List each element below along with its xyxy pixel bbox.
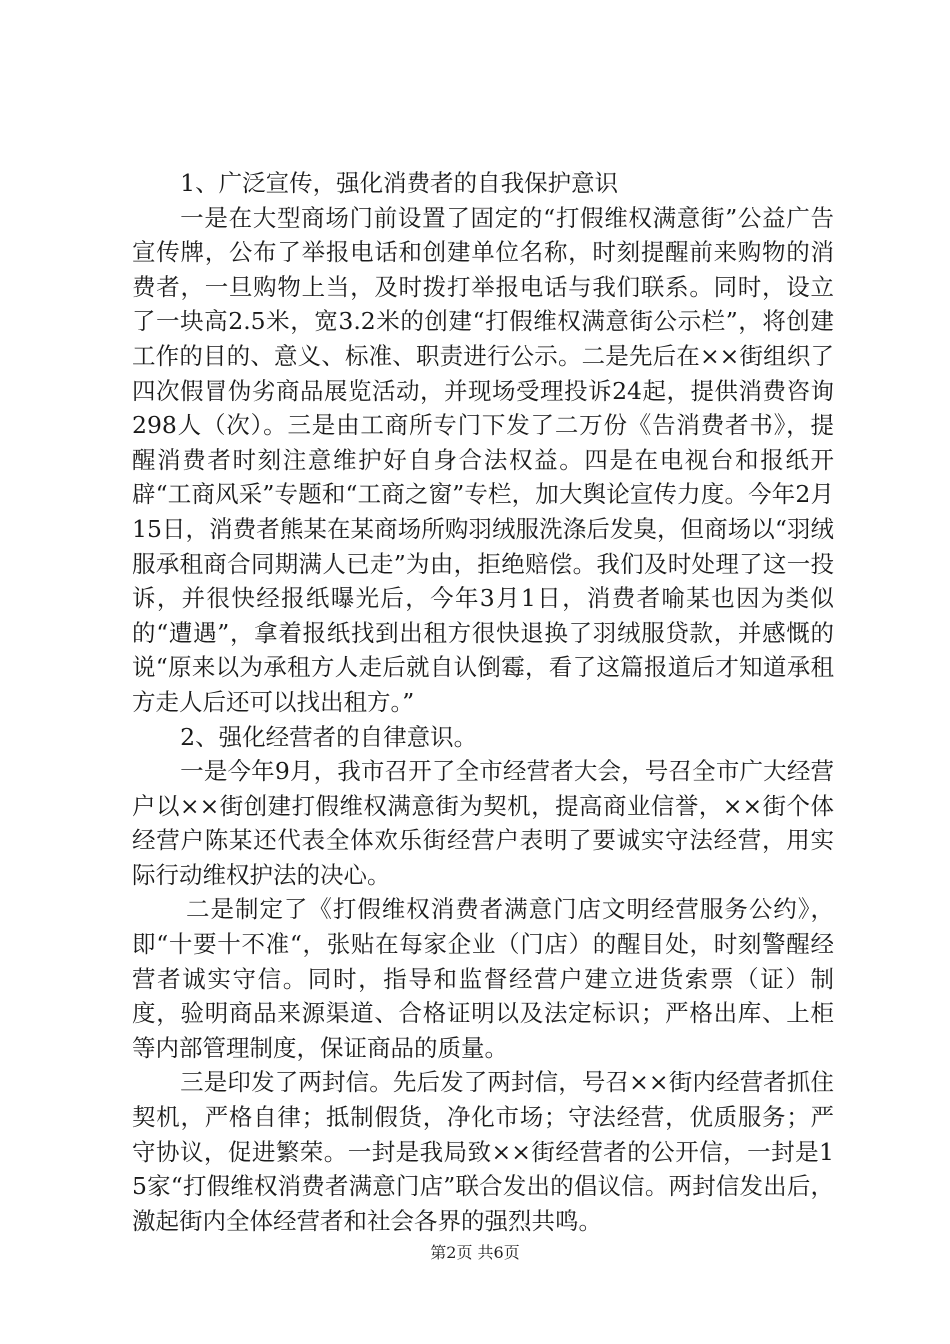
paragraph-two-letters: 三是印发了两封信。先后发了两封信，号召××街内经营者抓住契机，严格自律；抵制假货，净化市场；守法经营，优质服务；严守协议，促进繁荣。一封是我局致××街经营者的公开信，一封是15家“打假维权消费者满意门店”联合发出的倡议信。两封信发出后，激起街内全体经营者和社会各界的强烈共鸣。 (132, 1068, 834, 1235)
page-footer: 第2页 共6页 (430, 1243, 520, 1262)
paragraph-merchant-conference: 一是今年9月，我市召开了全市经营者大会，号召全市广大经营户以××街创建打假维权满意街为契机，提高商业信誉，××街个体经营户陈某还代表全体欢乐街经营户表明了要诚实守法经营，用实际行动维权护法的决心。 (132, 757, 834, 889)
paragraph-publicity-details: 一是在大型商场门前设置了固定的“打假维权满意街”公益广告宣传牌，公布了举报电话和创建单位名称，时刻提醒前来购物的消费者，一旦购物上当，及时拨打举报电话与我们联系。同时，设立了一块高2.5米，宽3.2米的创建“打假维权满意街公示栏”，将创建工作的目的、意义、标准、职责进行公示。二是先后在××街组织了四次假冒伪劣商品展览活动，并现场受理投诉24起，提供消费咨询298人（次）。三是由工商所专门下发了二万份《告消费者书》，提醒消费者时刻注意维护好自身合法权益。四是在电视台和报纸开辟“工商风采”专题和“工商之窗”专栏，加大舆论宣传力度。今年2月15日，消费者熊某在某商场所购羽绒服洗涤后发臭，但商场以“羽绒服承租商合同期满人已走”为由，拒绝赔偿。我们及时处理了这一投诉，并很快经报纸曝光后，今年3月1日，消费者喻某也因为类似的“遭遇”，拿着报纸找到出租方很快退换了羽绒服贷款，并感慨的说“原来以为承租方人走后就自认倒霉，看了这篇报道后才知道承租方走人后还可以找出租方。” (132, 203, 834, 716)
section-heading-self-discipline: 2、强化经营者的自律意识。 (180, 722, 478, 751)
section-heading-publicity: 1、广泛宣传，强化消费者的自我保护意识 (180, 169, 619, 197)
document-body (132, 166, 834, 1238)
paragraph-service-convention: 二是制定了《打假维权消费者满意门店文明经营服务公约》，即“十要十不准“，张贴在每家企业（门店）的醒目处，时刻警醒经营者诚实守信。同时，指导和监督经营户建立进货索票（证）制度，验明商品来源渠道、合格证明以及法定标识；严格出库、上柜等内部管理制度，保证商品的质量。 (132, 895, 834, 1062)
